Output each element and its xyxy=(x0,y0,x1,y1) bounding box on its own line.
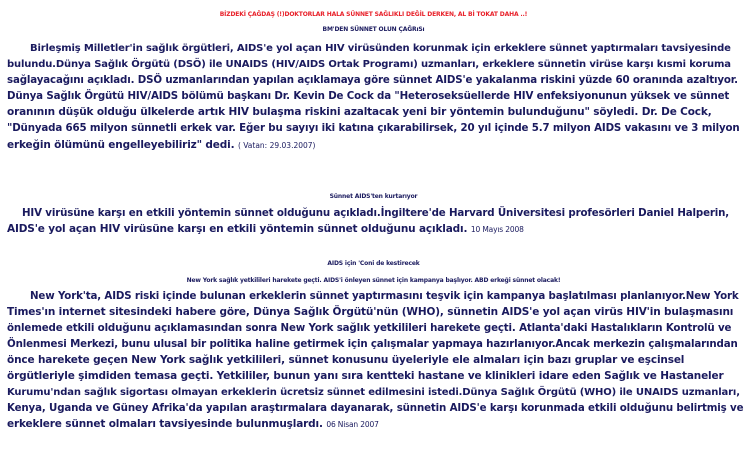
article-1-line-7 xyxy=(7,139,742,152)
article-2-line-1: HIV virüsüne karşı en etkili yöntemin sünnet olduğunu açıkladı.İngiltere'de Harvard Üniversitesi profesörleri Daniel Halperin, xyxy=(22,207,730,219)
article-3-line-2: Times'ın internet sitesindeki habere göre, Dünya Sağlık Örgütü'nün (WHO), sünnetin AIDS'e yol açan virüs HIV'in bulaşmasını xyxy=(7,306,734,318)
article-3-subheading: New York sağlık yetkilileri harekete geçti. AIDS'i önleyen sünnet için kampanya başlıyor. ABD erkeği sünnet olacak! xyxy=(186,277,561,284)
article-2-line-2 xyxy=(7,223,742,236)
article-3-line-9 xyxy=(7,418,742,431)
article-1-line-2: bulundu.Dünya Sağlık Örgütü (DSÖ) ile UNAIDS (HIV/AIDS Ortak Programı) uzmanları, erkeklere sünnetin virüse karşı kısmi koruma xyxy=(7,59,731,70)
article-2-heading: Sünnet AIDS'ten kurtarıyor xyxy=(329,193,418,200)
article-3-line-5: önce harekete geçen New York sağlık yetkilileri, sünnet konusunu üyeleriyle ele almaları için bazı gruplar ve eşcinsel xyxy=(7,354,685,366)
article-3-date: 06 Nisan 2007 xyxy=(326,420,379,429)
article-3-heading: AIDS için 'Coni de kestirecek xyxy=(327,260,420,267)
article-2-date: 10 Mayıs 2008 xyxy=(470,225,524,234)
article-1-line-1: Birleşmiş Milletler'in sağlık örgütleri, AIDS'e yol açan HIV virüsünden korunmak için erkeklere sünnet yaptırmaları tavsiyesinde xyxy=(30,43,731,54)
article-3-line-1: New York'ta, AIDS riski içinde bulunan erkeklerin sünnet yaptırmasını teşvik için kampanya başlatılması planlanıyor.New York xyxy=(30,290,739,302)
article-3-line-6: örgütleriyle şimdiden temasa geçti. Yetkililer, bunun yanı sıra kentteki hastane ve klinikleri idare eden Sağlık ve Hastaneler xyxy=(7,370,724,382)
article-2-last-text: AIDS'e yol açan HIV virüsüne karşı en etkili yöntemin sünnet olduğunu açıkladı. xyxy=(7,223,468,235)
article-1-line-4: Dünya Sağlık Örgütü HIV/AIDS bölümü başkanı Dr. Kevin De Cock da "Heteroseksüellerde HIV enfeksiyonunun yüksek ve sünnet xyxy=(7,90,730,102)
article-1-line-3: sağlayacağını açıkladı. DSÖ uzmanlarından yapılan açıklamaya göre sünnet AIDS'e yakalanma riskini yüzde 60 oranında azaltıyor. xyxy=(7,74,738,86)
article-3-line-4: Önlenmesi Merkezi, bunu ulusal bir politika haline getirmek için çalışmalar yapmaya hazırlanıyor.Ancak merkezin çalışmalarından xyxy=(7,338,738,350)
page-subtitle: BM'DEN SÜNNET OLUN ÇAĞRıSı xyxy=(322,26,425,33)
article-1-last-text: erkeğin ölümünü engelleyebiliriz" dedi. xyxy=(7,139,235,151)
article-3-line-8: Kenya, Uganda ve Güney Afrika'da yapılan araştırmalara dayanarak, sünnetin AIDS'e karşı korunmada etkili olduğunu belirtmiş ve xyxy=(7,402,744,414)
article-3-last-text: erkeklere sünnet olmaları tavsiyesinde bulunmuşlardı. xyxy=(7,418,323,430)
article-3-line-7: Kurumu'ndan sağlık sigortası olmayan erkeklerin ücretsiz sünnet edilmesini istedi.Dünya Sağlık Örgütü (WHO) ile UNAIDS uzmanları, xyxy=(7,387,740,398)
article-1-source: ( Vatan: 29.03.2007) xyxy=(237,141,316,150)
page-title: BİZDEKİ ÇAĞDAŞ (!)DOKTORLAR HALA SÜNNET SAĞLIKLI DEĞİL DERKEN, AL Bİ TOKAT DAHA ..! xyxy=(219,11,528,18)
article-1-line-6: "Dünyada 665 milyon sünnetli erkek var. Eğer bu sayıyı iki katına çıkarabilirsek, 20 yıl içinde 5.7 milyon AIDS vakasını ve 3 milyon xyxy=(7,122,740,134)
article-1-line-5: oranının düşük olduğu ülkelerde artık HIV bulaşma riskini azaltacak yeni bir yöntemin bulunduğunu" söyledi. Dr. De Cock, xyxy=(7,106,712,118)
article-3-line-3: önlemede etkili olduğunu açıklamasından sonra New York sağlık yetkilileri harekete geçti. Atlanta'daki Hastalıkların Kontrolü ve xyxy=(7,322,732,334)
